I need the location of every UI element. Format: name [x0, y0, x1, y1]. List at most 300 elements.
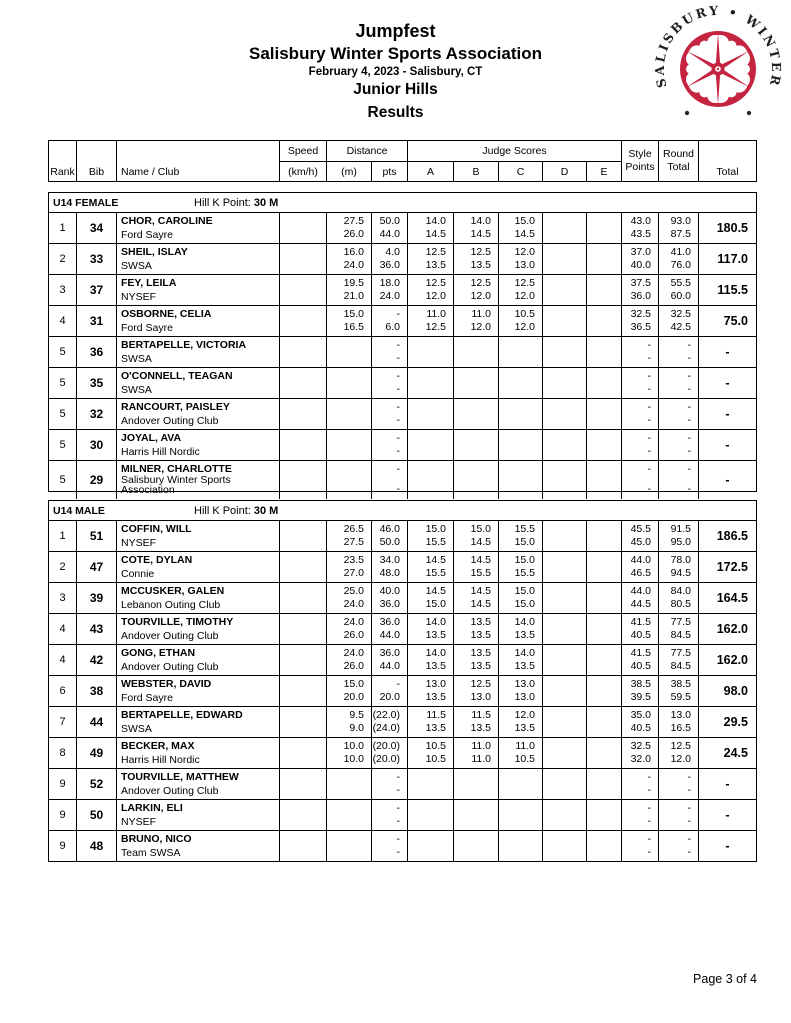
name-club-cell [116, 368, 279, 398]
column-header-judge-b: B [453, 161, 498, 181]
bib-cell: 50 [76, 800, 116, 830]
judge-c-cell: 15.0 14.5 [498, 213, 542, 243]
judge-d-cell [542, 614, 586, 644]
total-cell: 75.0 [698, 306, 756, 336]
hill-k-label: Hill K Point: [194, 196, 251, 209]
judge-d-cell [542, 430, 586, 460]
bib-cell: 52 [76, 769, 116, 799]
distance-pts-cell: 18.0 24.0 [371, 275, 407, 305]
distance-m-cell: 15.0 16.5 [326, 306, 371, 336]
judge-a-cell: 13.0 13.5 [407, 676, 453, 706]
column-header-bib: Bib [76, 141, 116, 181]
column-header-total: Total [698, 141, 756, 181]
distance-pts-cell: - - [371, 337, 407, 367]
bib-cell: 42 [76, 645, 116, 675]
distance-m-cell: 19.5 21.0 [326, 275, 371, 305]
speed-cell [279, 707, 326, 737]
judge-a-cell [407, 430, 453, 460]
bib-cell: 37 [76, 275, 116, 305]
judge-d-cell [542, 461, 586, 499]
column-header-rank: Rank [50, 166, 75, 178]
bib-cell: 31 [76, 306, 116, 336]
round-total-cell: - - [658, 831, 698, 861]
rank-cell: 9 [59, 809, 66, 821]
judge-e-cell [586, 213, 621, 243]
athlete-name: BECKER, MAX [121, 740, 195, 752]
section-rows [49, 212, 756, 496]
judge-b-cell: 12.5 13.5 [453, 244, 498, 274]
bib-cell: 38 [76, 676, 116, 706]
table-row [49, 768, 756, 799]
bib-cell: 47 [76, 552, 116, 582]
bib-cell: 43 [76, 614, 116, 644]
organization-title: Salisbury Winter Sports Association [248, 43, 542, 63]
judge-d-cell [542, 738, 586, 768]
table-row [49, 212, 756, 243]
rank-cell: 8 [59, 747, 66, 759]
style-points-cell: 35.0 40.5 [621, 707, 658, 737]
distance-m-cell [326, 368, 371, 398]
judge-e-cell [586, 707, 621, 737]
column-header-name-club: Name / Club [116, 141, 279, 181]
judge-c-cell [498, 430, 542, 460]
judge-a-cell [407, 399, 453, 429]
judge-d-cell [542, 583, 586, 613]
judge-a-cell: 11.5 13.5 [407, 707, 453, 737]
judge-d-cell [542, 552, 586, 582]
judge-e-cell [586, 552, 621, 582]
hill-k-value: 30 M [253, 196, 279, 209]
judge-d-cell [542, 831, 586, 861]
judge-d-cell [542, 800, 586, 830]
style-points-cell: - - [621, 430, 658, 460]
judge-b-cell: 11.5 13.5 [453, 707, 498, 737]
judge-d-cell [542, 213, 586, 243]
name-club-cell [116, 244, 279, 274]
judge-e-cell [586, 738, 621, 768]
distance-pts-cell: 50.0 44.0 [371, 213, 407, 243]
table-row [49, 675, 756, 706]
rank-cell: 9 [59, 778, 66, 790]
athlete-club: Team SWSA [121, 846, 181, 859]
name-club-cell [116, 213, 279, 243]
style-points-cell: 44.0 44.5 [621, 583, 658, 613]
judge-e-cell [586, 399, 621, 429]
column-header-distance-m: (m) [326, 161, 371, 181]
column-header-distance-pts: pts [371, 161, 407, 181]
athlete-name: SHEIL, ISLAY [121, 246, 188, 258]
speed-cell [279, 213, 326, 243]
speed-cell [279, 831, 326, 861]
rank-cell: 2 [59, 561, 66, 573]
bib-cell: 30 [76, 430, 116, 460]
speed-cell [279, 676, 326, 706]
judge-e-cell [586, 368, 621, 398]
distance-pts-cell: - - [371, 430, 407, 460]
judge-d-cell [542, 368, 586, 398]
style-points-cell: 38.5 39.5 [621, 676, 658, 706]
speed-cell [279, 521, 326, 551]
distance-m-cell [326, 430, 371, 460]
judge-e-cell [586, 645, 621, 675]
judge-b-cell: 11.0 11.0 [453, 738, 498, 768]
judge-e-cell [586, 337, 621, 367]
name-club-cell [116, 461, 279, 499]
distance-m-cell: 16.0 24.0 [326, 244, 371, 274]
rank-cell: 6 [59, 685, 66, 697]
column-header-speed: Speed [279, 141, 326, 161]
judge-e-cell [586, 461, 621, 499]
judge-b-cell [453, 769, 498, 799]
total-cell: 180.5 [698, 213, 756, 243]
rank-cell: 5 [59, 346, 66, 358]
results-sections [48, 192, 757, 870]
name-club-cell [116, 800, 279, 830]
judge-c-cell: 10.5 12.0 [498, 306, 542, 336]
judge-d-cell [542, 275, 586, 305]
bib-cell: 51 [76, 521, 116, 551]
results-section [48, 192, 757, 496]
speed-cell [279, 368, 326, 398]
judge-c-cell: 11.0 10.5 [498, 738, 542, 768]
judge-d-cell [542, 769, 586, 799]
judge-b-cell: 15.0 14.5 [453, 521, 498, 551]
judge-e-cell [586, 275, 621, 305]
name-club-cell [116, 738, 279, 768]
name-club-cell [116, 583, 279, 613]
style-points-cell: - - [621, 831, 658, 861]
speed-cell [279, 552, 326, 582]
table-row [49, 243, 756, 274]
table-row [49, 305, 756, 336]
judge-d-cell [542, 645, 586, 675]
distance-pts-cell: - - [371, 831, 407, 861]
round-total-cell: - - [658, 430, 698, 460]
judge-a-cell [407, 769, 453, 799]
judge-e-cell [586, 614, 621, 644]
judge-b-cell: 14.0 14.5 [453, 213, 498, 243]
athlete-club: Andover Outing Club [121, 414, 219, 427]
judge-d-cell [542, 676, 586, 706]
speed-cell [279, 430, 326, 460]
judge-c-cell: 14.0 13.5 [498, 614, 542, 644]
distance-pts-cell: - - [371, 399, 407, 429]
total-cell: 115.5 [698, 275, 756, 305]
table-header [48, 140, 757, 182]
judge-c-cell [498, 769, 542, 799]
distance-pts-cell: 34.0 48.0 [371, 552, 407, 582]
judge-b-cell [453, 430, 498, 460]
judge-e-cell [586, 800, 621, 830]
judge-a-cell [407, 461, 453, 499]
speed-cell [279, 275, 326, 305]
judge-b-cell: 14.5 15.5 [453, 552, 498, 582]
judge-c-cell: 12.0 13.0 [498, 244, 542, 274]
judge-a-cell [407, 831, 453, 861]
distance-m-cell [326, 769, 371, 799]
distance-pts-cell: 40.0 36.0 [371, 583, 407, 613]
speed-cell [279, 645, 326, 675]
bib-cell: 44 [76, 707, 116, 737]
judge-c-cell [498, 461, 542, 499]
judge-c-cell [498, 368, 542, 398]
speed-cell [279, 583, 326, 613]
athlete-name: RANCOURT, PAISLEY [121, 401, 230, 413]
distance-m-cell: 9.5 9.0 [326, 707, 371, 737]
judge-b-cell [453, 461, 498, 499]
total-cell: - [698, 831, 756, 861]
total-cell: 162.0 [698, 614, 756, 644]
judge-e-cell [586, 306, 621, 336]
total-cell: - [698, 461, 756, 499]
judge-a-cell: 10.5 10.5 [407, 738, 453, 768]
page-number: Page 3 of 4 [693, 972, 757, 986]
hill-name: Junior Hills [353, 81, 438, 99]
table-row [49, 551, 756, 582]
judge-b-cell [453, 399, 498, 429]
column-header-style-points: Style Points [621, 141, 658, 181]
style-points-cell: 37.5 36.0 [621, 275, 658, 305]
total-cell: - [698, 430, 756, 460]
athlete-club: NYSEF [121, 290, 157, 303]
distance-m-cell [326, 831, 371, 861]
speed-cell [279, 306, 326, 336]
logo-arc-text: SALISBURY • WINTER [651, 2, 785, 90]
distance-pts-cell: (22.0) (24.0) [371, 707, 407, 737]
judge-d-cell [542, 707, 586, 737]
athlete-club: Harris Hill Nordic [121, 445, 200, 458]
judge-b-cell: 13.5 13.5 [453, 614, 498, 644]
bib-cell: 39 [76, 583, 116, 613]
bib-cell: 32 [76, 399, 116, 429]
round-total-cell: 77.5 84.5 [658, 645, 698, 675]
column-header-round-total: Round Total [658, 141, 698, 181]
round-total-cell: 91.5 95.0 [658, 521, 698, 551]
total-cell: - [698, 399, 756, 429]
distance-pts-cell: 46.0 50.0 [371, 521, 407, 551]
doc-type: Results [367, 103, 424, 121]
distance-m-cell: 24.0 26.0 [326, 645, 371, 675]
table-row [49, 799, 756, 830]
distance-pts-cell: - - [371, 800, 407, 830]
athlete-club: Ford Sayre [121, 691, 173, 704]
name-club-cell [116, 707, 279, 737]
judge-a-cell: 11.0 12.5 [407, 306, 453, 336]
judge-a-cell: 14.0 14.5 [407, 213, 453, 243]
style-points-cell: 41.5 40.5 [621, 645, 658, 675]
style-points-cell: 41.5 40.5 [621, 614, 658, 644]
distance-pts-cell: - 20.0 [371, 676, 407, 706]
total-cell: 172.5 [698, 552, 756, 582]
total-cell: 164.5 [698, 583, 756, 613]
judge-a-cell [407, 800, 453, 830]
judge-c-cell: 15.0 15.5 [498, 552, 542, 582]
total-cell: 29.5 [698, 707, 756, 737]
distance-pts-cell: 4.0 36.0 [371, 244, 407, 274]
style-points-cell: - - [621, 800, 658, 830]
athlete-name: LARKIN, ELI [121, 802, 183, 814]
athlete-club: Lebanon Outing Club [121, 598, 221, 611]
athlete-name: MILNER, CHARLOTTE [121, 463, 232, 475]
bib-cell: 48 [76, 831, 116, 861]
athlete-name: BRUNO, NICO [121, 833, 192, 845]
results-section [48, 500, 757, 862]
distance-m-cell: 10.0 10.0 [326, 738, 371, 768]
total-cell: - [698, 800, 756, 830]
column-header-judge-e: E [586, 161, 621, 181]
rank-cell: 4 [59, 315, 66, 327]
date-location: February 4, 2023 - Salisbury, CT [308, 65, 483, 78]
name-club-cell [116, 769, 279, 799]
rank-cell: 4 [59, 623, 66, 635]
distance-pts-cell: (20.0) (20.0) [371, 738, 407, 768]
bib-cell: 36 [76, 337, 116, 367]
hill-k-point [194, 505, 278, 517]
bib-cell: 33 [76, 244, 116, 274]
section-header [49, 501, 756, 520]
table-row [49, 336, 756, 367]
total-cell: 162.0 [698, 645, 756, 675]
distance-pts-cell: - 6.0 [371, 306, 407, 336]
judge-c-cell: 14.0 13.5 [498, 645, 542, 675]
rank-cell: 1 [59, 222, 66, 234]
rank-cell: 4 [59, 654, 66, 666]
column-header-distance: Distance [326, 141, 407, 161]
name-club-cell [116, 676, 279, 706]
name-club-cell [116, 337, 279, 367]
judge-b-cell: 12.5 12.0 [453, 275, 498, 305]
distance-pts-cell: - - [371, 368, 407, 398]
judge-c-cell: 13.0 13.0 [498, 676, 542, 706]
round-total-cell: - - [658, 769, 698, 799]
round-total-cell: 13.0 16.5 [658, 707, 698, 737]
athlete-name: FEY, LEILA [121, 277, 177, 289]
athlete-name: BERTAPELLE, VICTORIA [121, 339, 247, 351]
table-row [49, 367, 756, 398]
name-club-cell [116, 430, 279, 460]
round-total-cell: 38.5 59.5 [658, 676, 698, 706]
round-total-cell: 84.0 80.5 [658, 583, 698, 613]
rank-cell: 9 [59, 840, 66, 852]
athlete-name: BERTAPELLE, EDWARD [121, 709, 243, 721]
judge-a-cell: 12.5 13.5 [407, 244, 453, 274]
hill-k-point [194, 197, 278, 209]
judge-c-cell [498, 399, 542, 429]
judge-a-cell: 12.5 12.0 [407, 275, 453, 305]
table-row [49, 706, 756, 737]
round-total-cell: 41.0 76.0 [658, 244, 698, 274]
speed-cell [279, 614, 326, 644]
judge-d-cell [542, 521, 586, 551]
round-total-cell: 12.5 12.0 [658, 738, 698, 768]
name-club-cell [116, 275, 279, 305]
table-row [49, 613, 756, 644]
round-total-cell: - - [658, 800, 698, 830]
swsa-logo-icon [648, 2, 788, 142]
athlete-club: SWSA [121, 259, 152, 272]
rank-cell: 5 [59, 408, 66, 420]
speed-cell [279, 461, 326, 499]
table-row [49, 274, 756, 305]
round-total-cell: - - [658, 399, 698, 429]
distance-m-cell: 25.0 24.0 [326, 583, 371, 613]
section-label: U14 MALE [53, 504, 105, 517]
athlete-club: Andover Outing Club [121, 629, 219, 642]
judge-b-cell [453, 368, 498, 398]
distance-m-cell: 24.0 26.0 [326, 614, 371, 644]
rank-cell: 5 [59, 473, 66, 486]
judge-d-cell [542, 399, 586, 429]
athlete-club: Ford Sayre [121, 321, 173, 334]
athlete-name: CHOR, CAROLINE [121, 215, 213, 227]
judge-e-cell [586, 769, 621, 799]
judge-e-cell [586, 244, 621, 274]
judge-e-cell [586, 430, 621, 460]
hill-k-label: Hill K Point: [194, 504, 251, 517]
judge-a-cell [407, 337, 453, 367]
athlete-name: GONG, ETHAN [121, 647, 196, 659]
style-points-cell: 32.5 32.0 [621, 738, 658, 768]
total-cell: 24.5 [698, 738, 756, 768]
athlete-club: Harris Hill Nordic [121, 753, 200, 766]
athlete-name: COTE, DYLAN [121, 554, 193, 566]
athlete-name: O'CONNELL, TEAGAN [121, 370, 233, 382]
judge-c-cell: 15.5 15.0 [498, 521, 542, 551]
column-header-judge-a: A [407, 161, 453, 181]
judge-b-cell: 13.5 13.5 [453, 645, 498, 675]
total-cell: - [698, 769, 756, 799]
judge-b-cell: 14.5 14.5 [453, 583, 498, 613]
round-total-cell: 32.5 42.5 [658, 306, 698, 336]
speed-cell [279, 738, 326, 768]
name-club-cell [116, 614, 279, 644]
judge-b-cell: 12.5 13.0 [453, 676, 498, 706]
rank-cell: 5 [59, 439, 66, 451]
judge-a-cell [407, 368, 453, 398]
bib-cell: 35 [76, 368, 116, 398]
athlete-name: JOYAL, AVA [121, 432, 182, 444]
judge-a-cell: 14.0 13.5 [407, 614, 453, 644]
athlete-club: Andover Outing Club [121, 660, 219, 673]
total-cell: 186.5 [698, 521, 756, 551]
judge-b-cell: 11.0 12.0 [453, 306, 498, 336]
round-total-cell: 78.0 94.5 [658, 552, 698, 582]
name-club-cell [116, 831, 279, 861]
athlete-club: Salisbury Winter Sports Association [121, 473, 231, 496]
judge-e-cell [586, 521, 621, 551]
athlete-club: Andover Outing Club [121, 784, 219, 797]
style-points-cell: - - [621, 337, 658, 367]
style-points-cell: 45.5 45.0 [621, 521, 658, 551]
name-club-cell [116, 521, 279, 551]
judge-a-cell: 15.0 15.5 [407, 521, 453, 551]
bib-cell: 49 [76, 738, 116, 768]
style-points-cell: - - [621, 368, 658, 398]
column-header-judge-d: D [542, 161, 586, 181]
athlete-club: NYSEF [121, 536, 157, 549]
style-points-cell: - - [621, 399, 658, 429]
athlete-club: SWSA [121, 722, 152, 735]
judge-c-cell: 12.0 13.5 [498, 707, 542, 737]
section-label: U14 FEMALE [53, 196, 119, 209]
section-header [49, 193, 756, 212]
speed-cell [279, 399, 326, 429]
total-cell: 117.0 [698, 244, 756, 274]
speed-cell [279, 800, 326, 830]
athlete-name: COFFIN, WILL [121, 523, 192, 535]
table-row [49, 644, 756, 675]
athlete-club: Connie [121, 567, 155, 580]
